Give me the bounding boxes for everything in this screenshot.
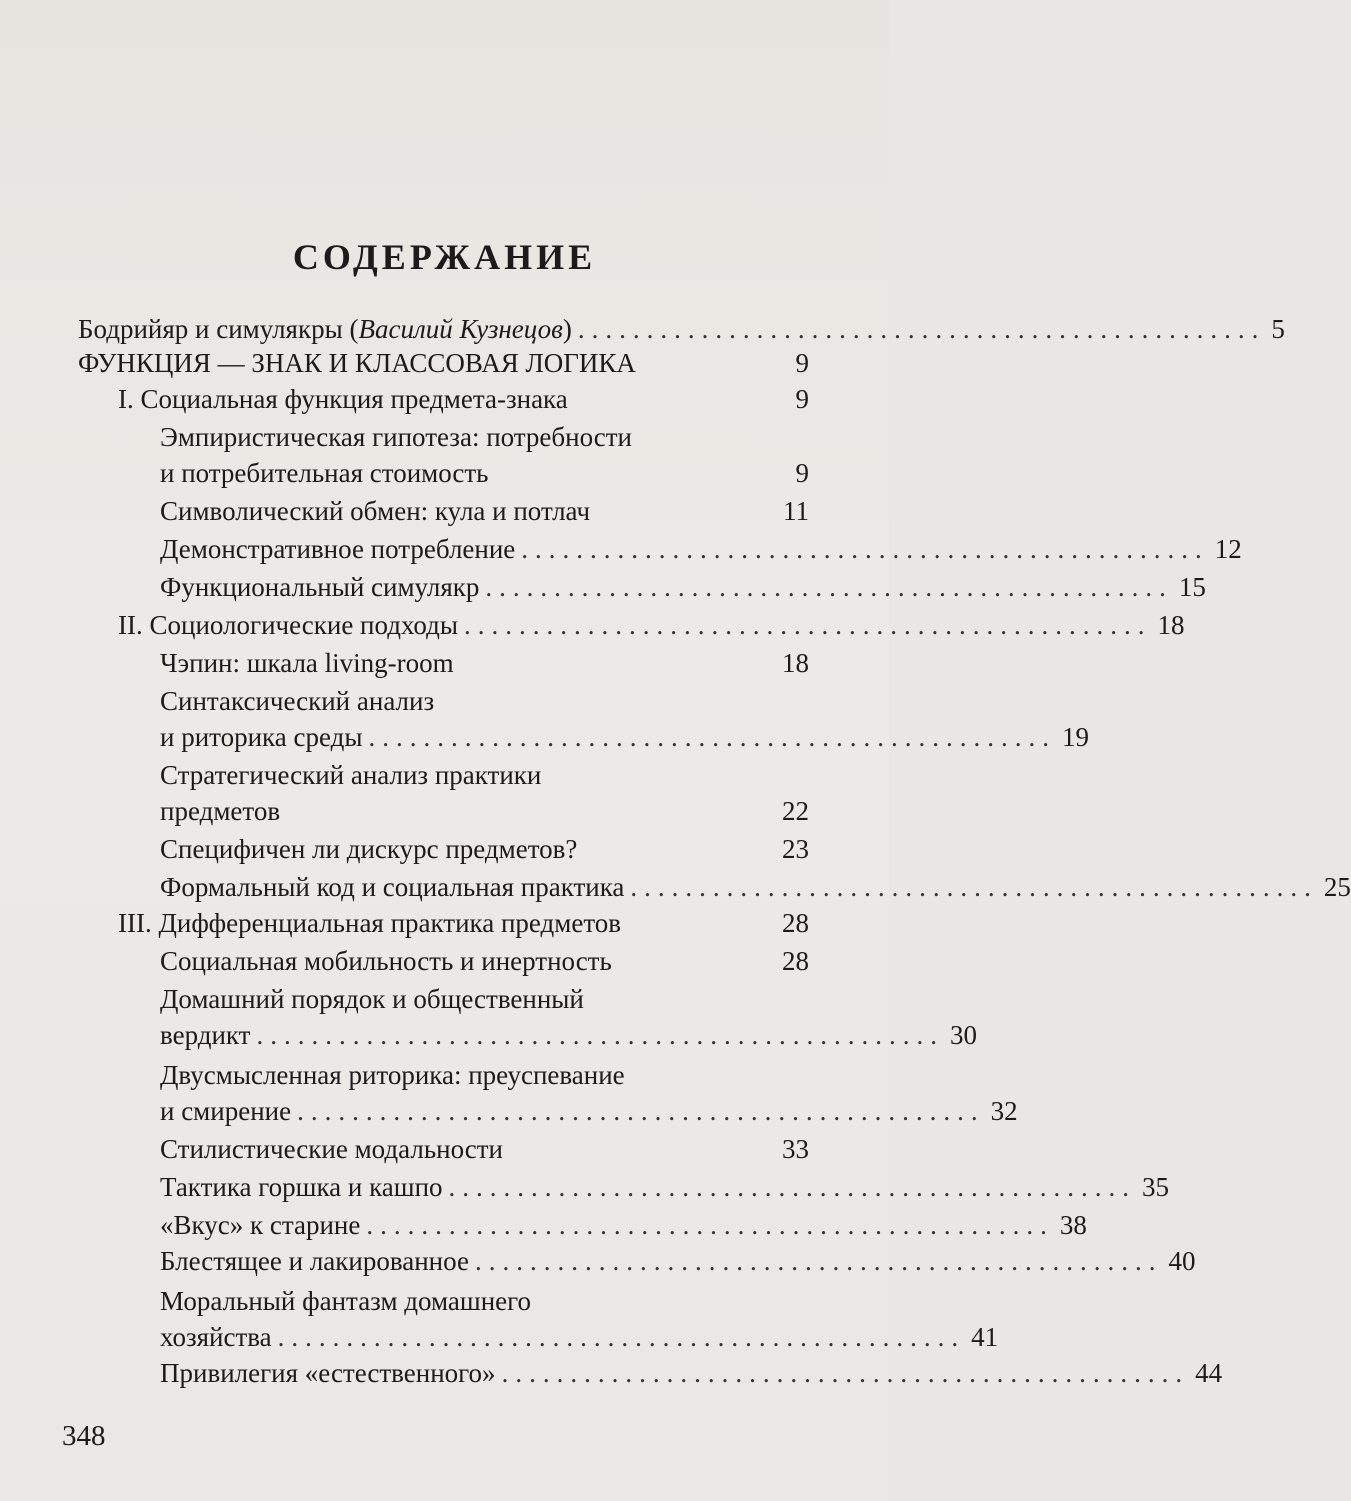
toc-entry	[160, 1320, 999, 1354]
toc-entry-title-line1: Двусмысленная риторика: преуспевание	[160, 1060, 625, 1090]
toc-entry	[160, 1356, 1223, 1390]
toc-entry-page: 18	[782, 648, 809, 678]
toc-entry	[160, 794, 809, 828]
dot-leader: ..................................................	[448, 1172, 1137, 1202]
toc-entry-page: 18	[1157, 610, 1185, 640]
toc-entry-title: и смирение	[160, 1096, 292, 1126]
toc-entry	[160, 1132, 809, 1166]
toc-entry-author: Василий Кузнецов	[358, 314, 563, 344]
toc-entry-title-line1: Моральный фантазм домашнего	[160, 1286, 532, 1316]
toc-entry-title: Стилистические модальности	[160, 1134, 503, 1164]
toc-entry	[160, 1208, 1087, 1242]
toc-entry	[160, 1094, 1018, 1128]
toc-entry-page: 28	[782, 908, 809, 938]
toc-entry-title: III. Дифференциальная практика предметов	[118, 908, 622, 938]
dot-leader: ..................................................	[464, 610, 1152, 640]
toc-entry	[160, 1244, 1196, 1278]
toc-entry-title: Демонстративное потребление	[160, 534, 516, 564]
toc-entry-page: 38	[1059, 1210, 1087, 1240]
toc-entry	[160, 832, 809, 866]
toc-entry-title: и риторика среды	[160, 722, 363, 752]
toc-entry-page: 12	[1214, 534, 1242, 564]
dot-leader: ..................................................	[630, 872, 1318, 902]
toc-entry	[118, 382, 809, 416]
toc-entry-page: 22	[782, 796, 809, 826]
toc-entry-page: 40	[1168, 1246, 1196, 1276]
toc-entry-title: II. Социологические подходы	[118, 610, 459, 640]
toc-entry-page: 44	[1195, 1358, 1223, 1388]
toc-entry-title: Символический обмен: кула и потлач	[160, 496, 591, 526]
toc-entry-title: и потребительная стоимость	[160, 458, 489, 488]
toc-entry	[160, 532, 1242, 566]
dot-leader: ..................................................	[297, 1096, 985, 1126]
toc-entry-page: 9	[795, 384, 809, 414]
toc-entry-page: 9	[795, 458, 809, 488]
toc-entry	[160, 646, 809, 680]
toc-entry-page: 28	[782, 946, 809, 976]
toc-entry-title: вердикт	[160, 1020, 251, 1050]
toc-entry-page: 25	[1323, 872, 1351, 902]
toc-entry-title: Тактика горшка и кашпо	[160, 1172, 443, 1202]
toc-entry-title-line1: Эмпиристическая гипотеза: потребности	[160, 422, 632, 452]
toc-entry-title: Формальный код и социальная практика	[160, 872, 625, 902]
toc-entry-page: 32	[990, 1096, 1018, 1126]
toc-entry	[160, 1170, 1170, 1204]
toc-entry	[160, 870, 1351, 904]
toc-entry-page: 5	[1271, 314, 1285, 344]
toc-entry-page: 23	[782, 834, 809, 864]
toc-entry-title: I. Социальная функция предмета-знака	[118, 384, 568, 414]
dot-leader: ..................................................	[277, 1322, 966, 1352]
dot-leader: ..................................................	[368, 722, 1056, 752]
dot-leader: ..................................................	[577, 314, 1266, 344]
toc-entry	[160, 720, 1089, 754]
toc-entry	[160, 456, 809, 490]
toc-entry	[78, 312, 1285, 346]
toc-entry	[160, 494, 809, 528]
toc-entry	[160, 1018, 977, 1052]
toc-entry-title: Функциональный симулякр	[160, 572, 480, 602]
toc-entry-page: 41	[971, 1322, 999, 1352]
page-title: СОДЕРЖАНИЕ	[292, 237, 597, 277]
dot-leader: ..................................................	[366, 1210, 1054, 1240]
dot-leader: ..................................................	[474, 1246, 1163, 1276]
toc-entry-title-end: )	[562, 314, 572, 344]
toc-entry-page: 19	[1061, 722, 1089, 752]
toc-entry-page: 35	[1142, 1172, 1170, 1202]
toc-entry-title: Бодрийяр и симулякры (	[78, 314, 359, 344]
dot-leader: ..................................................	[501, 1358, 1190, 1388]
toc-entry-page: 9	[795, 348, 809, 378]
toc-entry	[78, 346, 809, 380]
toc-entry-title-line1: Стратегический анализ практики	[160, 760, 542, 790]
toc-entry-title: Блестящее и лакированное	[160, 1246, 469, 1276]
toc-entry-title-line1: Домашний порядок и общественный	[160, 984, 584, 1014]
toc-entry-title-line1: Синтаксический анализ	[160, 686, 435, 716]
toc-entry-title: Социальная мобильность и инертность	[160, 946, 612, 976]
toc-entry-title: хозяйства	[160, 1322, 272, 1352]
toc-entry	[160, 570, 1206, 604]
dot-leader: ..................................................	[256, 1020, 944, 1050]
toc-entry-page: 30	[949, 1020, 977, 1050]
toc-entry-page: 33	[782, 1134, 809, 1164]
toc-entry	[118, 608, 1185, 642]
page-number: 348	[62, 1420, 106, 1452]
toc-entry-page: 15	[1178, 572, 1206, 602]
toc-entry-title: предметов	[160, 796, 281, 826]
toc-entry-title: Чэпин: шкала living-room	[160, 648, 454, 678]
toc-entry-title: Специфичен ли дискурс предметов?	[160, 834, 578, 864]
toc-entry	[160, 944, 809, 978]
toc-entry-title: Привилегия «естественного»	[160, 1358, 496, 1388]
toc-entry-page: 11	[783, 496, 809, 526]
toc-entry-title: ФУНКЦИЯ — ЗНАК И КЛАССОВАЯ ЛОГИКА	[78, 348, 636, 378]
dot-leader: ..................................................	[485, 572, 1173, 602]
dot-leader: ..................................................	[521, 534, 1209, 564]
toc-entry-title: «Вкус» к старине	[160, 1210, 361, 1240]
toc-entry	[118, 906, 809, 940]
